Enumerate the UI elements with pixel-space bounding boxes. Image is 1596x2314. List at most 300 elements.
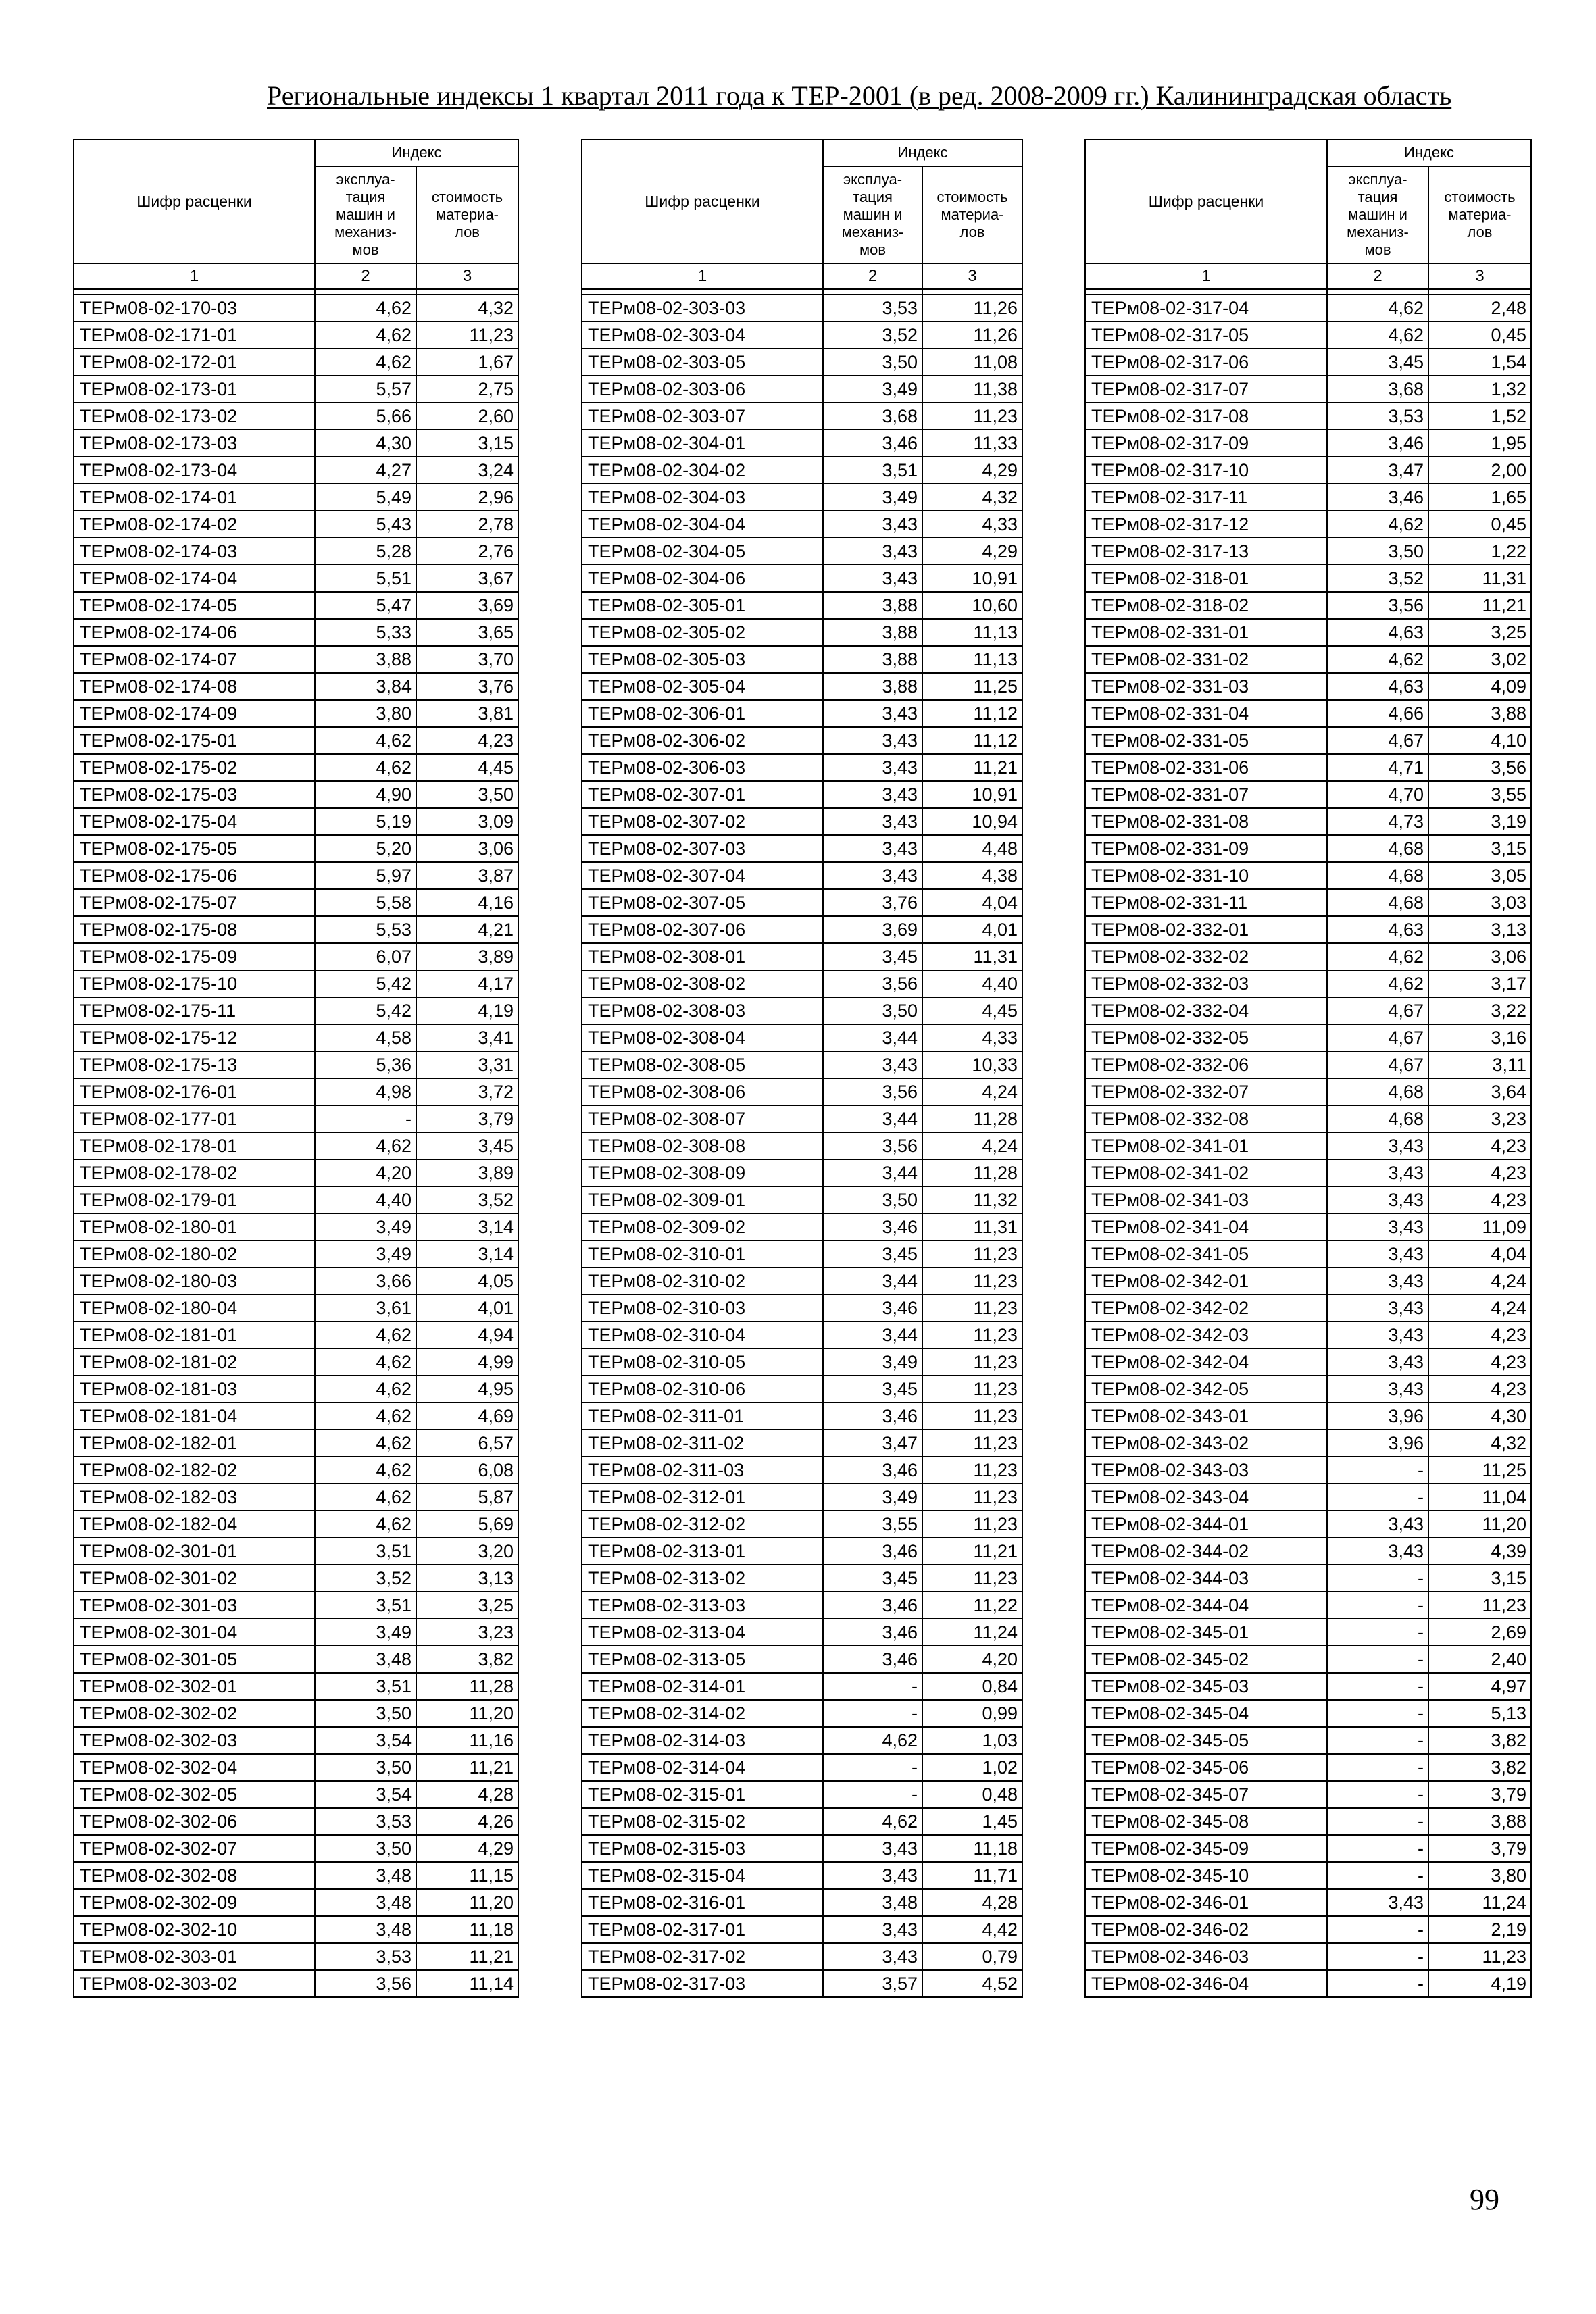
materials-index-cell: 3,15 <box>1428 1565 1531 1592</box>
rate-code-cell: ТЕРм08-02-303-04 <box>582 322 823 349</box>
table-row <box>74 1916 518 1943</box>
machines-index-cell: 3,46 <box>823 1619 922 1646</box>
table-row <box>1085 727 1531 754</box>
rate-code-cell: ТЕРм08-02-180-04 <box>74 1294 315 1322</box>
materials-index-cell: 11,23 <box>922 1322 1022 1349</box>
materials-index-cell: 3,19 <box>1428 808 1531 835</box>
materials-index-cell: 2,96 <box>416 484 518 511</box>
rate-code-cell: ТЕРм08-02-305-01 <box>582 592 823 619</box>
materials-index-cell: 11,13 <box>922 646 1022 673</box>
machines-index-cell: 5,58 <box>315 889 416 916</box>
table-row <box>582 1781 1022 1808</box>
table-row <box>582 916 1022 943</box>
materials-index-cell: 11,12 <box>922 700 1022 727</box>
table-row <box>1085 1673 1531 1700</box>
table-row <box>74 403 518 430</box>
materials-index-cell: 3,69 <box>416 592 518 619</box>
table-row <box>74 862 518 889</box>
materials-index-cell: 3,20 <box>416 1538 518 1565</box>
machines-index-cell: 3,43 <box>823 808 922 835</box>
table-row <box>1085 1511 1531 1538</box>
machines-index-cell: 4,63 <box>1327 673 1428 700</box>
spacer-cell <box>74 289 315 295</box>
rate-code-cell: ТЕРм08-02-180-03 <box>74 1267 315 1294</box>
rate-code-cell: ТЕРм08-02-307-05 <box>582 889 823 916</box>
table-row <box>74 484 518 511</box>
machines-index-cell: 3,50 <box>1327 538 1428 565</box>
table-row <box>74 1646 518 1673</box>
table-row <box>1085 1781 1531 1808</box>
table-row <box>1085 1024 1531 1051</box>
materials-index-cell: 3,64 <box>1428 1078 1531 1105</box>
table-row <box>74 970 518 997</box>
table-row <box>1085 781 1531 808</box>
table-row <box>582 1376 1022 1403</box>
machines-index-cell: 3,50 <box>315 1700 416 1727</box>
rate-code-cell: ТЕРм08-02-304-06 <box>582 565 823 592</box>
rate-code-cell: ТЕРм08-02-331-01 <box>1085 619 1327 646</box>
machines-index-cell: 4,62 <box>315 1484 416 1511</box>
rate-code-cell: ТЕРм08-02-175-06 <box>74 862 315 889</box>
table-row <box>582 511 1022 538</box>
rate-code-cell: ТЕРм08-02-174-03 <box>74 538 315 565</box>
header-index-cell: Индекс <box>315 139 518 166</box>
rate-code-cell: ТЕРм08-02-317-12 <box>1085 511 1327 538</box>
table-row <box>74 1105 518 1132</box>
table-row <box>582 1430 1022 1457</box>
table-row <box>1085 1403 1531 1430</box>
table-row <box>74 1727 518 1754</box>
rate-code-cell: ТЕРм08-02-317-09 <box>1085 430 1327 457</box>
materials-index-cell: 1,65 <box>1428 484 1531 511</box>
materials-index-cell: 1,67 <box>416 349 518 376</box>
rate-code-cell: ТЕРм08-02-182-03 <box>74 1484 315 1511</box>
rate-code-cell: ТЕРм08-02-175-01 <box>74 727 315 754</box>
rate-code-cell: ТЕРм08-02-173-03 <box>74 430 315 457</box>
machines-index-cell: 3,49 <box>315 1240 416 1267</box>
materials-index-cell: 2,48 <box>1428 295 1531 322</box>
rate-code-cell: ТЕРм08-02-317-02 <box>582 1943 823 1970</box>
materials-index-cell: 4,17 <box>416 970 518 997</box>
rate-code-cell: ТЕРм08-02-176-01 <box>74 1078 315 1105</box>
machines-index-cell: - <box>1327 1943 1428 1970</box>
machines-index-cell: 3,66 <box>315 1267 416 1294</box>
rate-code-cell: ТЕРм08-02-308-02 <box>582 970 823 997</box>
rate-code-cell: ТЕРм08-02-308-05 <box>582 1051 823 1078</box>
materials-index-cell: 3,52 <box>416 1186 518 1213</box>
table-row <box>582 808 1022 835</box>
table-row <box>582 1916 1022 1943</box>
machines-index-cell: 4,68 <box>1327 862 1428 889</box>
header-materials-cell: стоимость материа- лов <box>416 166 518 263</box>
table-row <box>582 1727 1022 1754</box>
table-row <box>582 1943 1022 1970</box>
materials-index-cell: 2,69 <box>1428 1619 1531 1646</box>
rate-code-cell: ТЕРм08-02-315-04 <box>582 1862 823 1889</box>
table-row <box>582 538 1022 565</box>
table-row <box>1085 700 1531 727</box>
table-row <box>1085 1484 1531 1511</box>
rate-code-cell: ТЕРм08-02-307-01 <box>582 781 823 808</box>
table-row <box>74 808 518 835</box>
table-row <box>74 1538 518 1565</box>
materials-index-cell: 4,28 <box>922 1889 1022 1916</box>
table-row <box>74 1619 518 1646</box>
table-row <box>74 1700 518 1727</box>
spacer-cell <box>416 289 518 295</box>
table-row <box>1085 538 1531 565</box>
machines-index-cell: 5,28 <box>315 538 416 565</box>
column-number-cell: 3 <box>1428 263 1531 289</box>
machines-index-cell: 3,43 <box>1327 1267 1428 1294</box>
rate-code-cell: ТЕРм08-02-309-02 <box>582 1213 823 1240</box>
materials-index-cell: 3,88 <box>1428 1808 1531 1835</box>
rate-index-table-middle <box>581 139 1023 1998</box>
materials-index-cell: 11,23 <box>922 1376 1022 1403</box>
materials-index-cell: 3,15 <box>1428 835 1531 862</box>
machines-index-cell: 4,62 <box>315 1322 416 1349</box>
header-spacer-row <box>582 289 1022 295</box>
rate-code-cell: ТЕРм08-02-345-05 <box>1085 1727 1327 1754</box>
materials-index-cell: 1,22 <box>1428 538 1531 565</box>
machines-index-cell: - <box>1327 1862 1428 1889</box>
materials-index-cell: 11,24 <box>1428 1889 1531 1916</box>
machines-index-cell: 3,43 <box>823 565 922 592</box>
table-row <box>1085 1078 1531 1105</box>
machines-index-cell: 3,51 <box>823 457 922 484</box>
table-row <box>1085 1430 1531 1457</box>
machines-index-cell: 3,47 <box>823 1430 922 1457</box>
rate-code-cell: ТЕРм08-02-341-05 <box>1085 1240 1327 1267</box>
materials-index-cell: 3,89 <box>416 943 518 970</box>
rate-code-cell: ТЕРм08-02-181-03 <box>74 1376 315 1403</box>
table-row <box>74 511 518 538</box>
materials-index-cell: 1,45 <box>922 1808 1022 1835</box>
machines-index-cell: 3,43 <box>823 511 922 538</box>
rate-code-cell: ТЕРм08-02-331-10 <box>1085 862 1327 889</box>
table-row <box>1085 1457 1531 1484</box>
rate-code-cell: ТЕРм08-02-314-03 <box>582 1727 823 1754</box>
table-row <box>1085 754 1531 781</box>
machines-index-cell: 5,66 <box>315 403 416 430</box>
materials-index-cell: 0,45 <box>1428 511 1531 538</box>
materials-index-cell: 3,79 <box>1428 1781 1531 1808</box>
machines-index-cell: 4,62 <box>1327 943 1428 970</box>
rate-code-cell: ТЕРм08-02-303-07 <box>582 403 823 430</box>
rate-code-cell: ТЕРм08-02-310-03 <box>582 1294 823 1322</box>
table-row <box>1085 1538 1531 1565</box>
materials-index-cell: 11,31 <box>922 943 1022 970</box>
machines-index-cell: 3,46 <box>823 1213 922 1240</box>
rate-code-cell: ТЕРм08-02-175-02 <box>74 754 315 781</box>
rate-code-cell: ТЕРм08-02-302-10 <box>74 1916 315 1943</box>
materials-index-cell: 4,24 <box>922 1132 1022 1159</box>
table-row <box>1085 1619 1531 1646</box>
spacer-cell <box>922 289 1022 295</box>
rate-code-cell: ТЕРм08-02-342-01 <box>1085 1267 1327 1294</box>
rate-code-cell: ТЕРм08-02-303-03 <box>582 295 823 322</box>
machines-index-cell: 4,62 <box>315 1132 416 1159</box>
materials-index-cell: 11,23 <box>922 1511 1022 1538</box>
materials-index-cell: 11,09 <box>1428 1213 1531 1240</box>
column-number-cell: 2 <box>315 263 416 289</box>
table-row <box>74 1159 518 1186</box>
table-row <box>74 916 518 943</box>
table-row <box>74 727 518 754</box>
table-row <box>1085 1213 1531 1240</box>
table-row <box>1085 862 1531 889</box>
table-row <box>1085 889 1531 916</box>
rate-code-cell: ТЕРм08-02-310-01 <box>582 1240 823 1267</box>
materials-index-cell: 10,91 <box>922 781 1022 808</box>
rate-code-cell: ТЕРм08-02-331-11 <box>1085 889 1327 916</box>
rate-code-cell: ТЕРм08-02-302-06 <box>74 1808 315 1835</box>
machines-index-cell: - <box>1327 1916 1428 1943</box>
materials-index-cell: 11,20 <box>416 1889 518 1916</box>
materials-index-cell: 4,39 <box>1428 1538 1531 1565</box>
table-row <box>582 781 1022 808</box>
rate-code-cell: ТЕРм08-02-331-02 <box>1085 646 1327 673</box>
table-row <box>582 997 1022 1024</box>
rate-code-cell: ТЕРм08-02-175-10 <box>74 970 315 997</box>
machines-index-cell: 3,52 <box>823 322 922 349</box>
machines-index-cell: 3,53 <box>315 1808 416 1835</box>
table-row <box>74 349 518 376</box>
materials-index-cell: 10,33 <box>922 1051 1022 1078</box>
machines-index-cell: 3,84 <box>315 673 416 700</box>
rate-code-cell: ТЕРм08-02-309-01 <box>582 1186 823 1213</box>
rate-code-cell: ТЕРм08-02-343-01 <box>1085 1403 1327 1430</box>
machines-index-cell: 3,57 <box>823 1970 922 1997</box>
table-row <box>1085 1322 1531 1349</box>
table-row <box>582 322 1022 349</box>
rate-code-cell: ТЕРм08-02-177-01 <box>74 1105 315 1132</box>
materials-index-cell: 3,13 <box>416 1565 518 1592</box>
materials-index-cell: 3,03 <box>1428 889 1531 916</box>
table-row <box>1085 1727 1531 1754</box>
rate-code-cell: ТЕРм08-02-313-02 <box>582 1565 823 1592</box>
table-row <box>582 754 1022 781</box>
machines-index-cell: 3,45 <box>823 1376 922 1403</box>
table-row <box>1085 1808 1531 1835</box>
materials-index-cell: 3,82 <box>1428 1727 1531 1754</box>
materials-index-cell: 11,38 <box>922 376 1022 403</box>
column-number-cell: 1 <box>582 263 823 289</box>
machines-index-cell: 3,44 <box>823 1159 922 1186</box>
materials-index-cell: 11,28 <box>416 1673 518 1700</box>
table-row <box>1085 430 1531 457</box>
table-row <box>582 1646 1022 1673</box>
rate-code-cell: ТЕРм08-02-331-05 <box>1085 727 1327 754</box>
table-row <box>1085 1186 1531 1213</box>
machines-index-cell: 3,47 <box>1327 457 1428 484</box>
materials-index-cell: 4,05 <box>416 1267 518 1294</box>
machines-index-cell: 4,67 <box>1327 727 1428 754</box>
machines-index-cell: 3,49 <box>823 1349 922 1376</box>
machines-index-cell: 3,48 <box>315 1889 416 1916</box>
materials-index-cell: 3,06 <box>416 835 518 862</box>
table-row <box>1085 916 1531 943</box>
rate-code-cell: ТЕРм08-02-310-06 <box>582 1376 823 1403</box>
machines-index-cell: 4,62 <box>823 1808 922 1835</box>
machines-index-cell: 3,43 <box>823 538 922 565</box>
rate-code-cell: ТЕРм08-02-178-01 <box>74 1132 315 1159</box>
materials-index-cell: 2,78 <box>416 511 518 538</box>
machines-index-cell: 3,49 <box>315 1213 416 1240</box>
machines-index-cell: 5,42 <box>315 997 416 1024</box>
rate-code-cell: ТЕРм08-02-181-04 <box>74 1403 315 1430</box>
machines-index-cell: 3,50 <box>315 1754 416 1781</box>
machines-index-cell: 3,44 <box>823 1267 922 1294</box>
machines-index-cell: 3,43 <box>823 727 922 754</box>
materials-index-cell: 11,20 <box>1428 1511 1531 1538</box>
rate-code-cell: ТЕРм08-02-317-08 <box>1085 403 1327 430</box>
materials-index-cell: 3,14 <box>416 1240 518 1267</box>
column-number-row <box>1085 263 1531 289</box>
materials-index-cell: 4,38 <box>922 862 1022 889</box>
machines-index-cell: 4,20 <box>315 1159 416 1186</box>
machines-index-cell: 3,50 <box>315 1835 416 1862</box>
machines-index-cell: 3,69 <box>823 916 922 943</box>
spacer-cell <box>1085 289 1327 295</box>
machines-index-cell: 5,97 <box>315 862 416 889</box>
materials-index-cell: 4,04 <box>922 889 1022 916</box>
table-row <box>74 1132 518 1159</box>
table-row <box>74 1213 518 1240</box>
machines-index-cell: 4,62 <box>315 295 416 322</box>
materials-index-cell: 11,22 <box>922 1592 1022 1619</box>
rate-code-cell: ТЕРм08-02-304-05 <box>582 538 823 565</box>
machines-index-cell: 3,88 <box>823 619 922 646</box>
rate-code-cell: ТЕРм08-02-341-04 <box>1085 1213 1327 1240</box>
rate-code-cell: ТЕРм08-02-178-02 <box>74 1159 315 1186</box>
table-row <box>74 997 518 1024</box>
materials-index-cell: 1,32 <box>1428 376 1531 403</box>
rate-code-cell: ТЕРм08-02-331-08 <box>1085 808 1327 835</box>
materials-index-cell: 0,84 <box>922 1673 1022 1700</box>
table-row <box>74 619 518 646</box>
table-row <box>74 1024 518 1051</box>
rate-code-cell: ТЕРм08-02-180-02 <box>74 1240 315 1267</box>
rate-code-cell: ТЕРм08-02-181-02 <box>74 1349 315 1376</box>
machines-index-cell: 3,50 <box>823 997 922 1024</box>
machines-index-cell: 4,62 <box>315 1457 416 1484</box>
machines-index-cell: 4,98 <box>315 1078 416 1105</box>
materials-index-cell: 11,21 <box>922 1538 1022 1565</box>
table-row <box>1085 1349 1531 1376</box>
table-row <box>582 484 1022 511</box>
machines-index-cell: 4,62 <box>315 1403 416 1430</box>
rate-code-cell: ТЕРм08-02-174-08 <box>74 673 315 700</box>
machines-index-cell: 3,44 <box>823 1105 922 1132</box>
table-row <box>1085 970 1531 997</box>
rate-code-cell: ТЕРм08-02-304-01 <box>582 430 823 457</box>
machines-index-cell: 3,43 <box>823 1943 922 1970</box>
column-number-row <box>74 263 518 289</box>
materials-index-cell: 0,99 <box>922 1700 1022 1727</box>
page-title: Региональные индексы 1 квартал 2011 года к ТЕР-2001 (в ред. 2008-2009 гг.) Калининградская область <box>267 80 1452 111</box>
rate-code-cell: ТЕРм08-02-307-03 <box>582 835 823 862</box>
rate-code-cell: ТЕРм08-02-307-02 <box>582 808 823 835</box>
rate-code-cell: ТЕРм08-02-174-04 <box>74 565 315 592</box>
machines-index-cell: - <box>1327 1727 1428 1754</box>
rate-code-cell: ТЕРм08-02-182-01 <box>74 1430 315 1457</box>
table-row <box>1085 349 1531 376</box>
materials-index-cell: 4,45 <box>922 997 1022 1024</box>
rate-code-cell: ТЕРм08-02-173-01 <box>74 376 315 403</box>
table-row <box>74 1267 518 1294</box>
machines-index-cell: 3,48 <box>823 1889 922 1916</box>
rate-code-cell: ТЕРм08-02-308-06 <box>582 1078 823 1105</box>
table-row <box>74 700 518 727</box>
machines-index-cell: 3,56 <box>1327 592 1428 619</box>
materials-index-cell: 3,14 <box>416 1213 518 1240</box>
materials-index-cell: 3,56 <box>1428 754 1531 781</box>
rate-code-cell: ТЕРм08-02-317-01 <box>582 1916 823 1943</box>
table-row <box>582 1457 1022 1484</box>
machines-index-cell: 6,07 <box>315 943 416 970</box>
machines-index-cell: 4,62 <box>1327 646 1428 673</box>
table-row <box>74 754 518 781</box>
rate-code-cell: ТЕРм08-02-301-01 <box>74 1538 315 1565</box>
rate-code-cell: ТЕРм08-02-174-05 <box>74 592 315 619</box>
machines-index-cell: 3,46 <box>1327 484 1428 511</box>
table-row <box>74 592 518 619</box>
table-row <box>74 1835 518 1862</box>
table-row <box>1085 565 1531 592</box>
table-row <box>1085 1565 1531 1592</box>
machines-index-cell: 3,56 <box>823 970 922 997</box>
machines-index-cell: - <box>1327 1565 1428 1592</box>
table-row <box>1085 1970 1531 1997</box>
rate-code-cell: ТЕРм08-02-331-06 <box>1085 754 1327 781</box>
table-row <box>74 1484 518 1511</box>
materials-index-cell: 4,23 <box>1428 1159 1531 1186</box>
materials-index-cell: 3,02 <box>1428 646 1531 673</box>
rate-code-cell: ТЕРм08-02-343-02 <box>1085 1430 1327 1457</box>
materials-index-cell: 11,23 <box>922 1430 1022 1457</box>
machines-index-cell: 5,19 <box>315 808 416 835</box>
rate-code-cell: ТЕРм08-02-345-03 <box>1085 1673 1327 1700</box>
materials-index-cell: 11,25 <box>1428 1457 1531 1484</box>
machines-index-cell: 3,45 <box>823 943 922 970</box>
rate-code-cell: ТЕРм08-02-345-08 <box>1085 1808 1327 1835</box>
materials-index-cell: 3,79 <box>416 1105 518 1132</box>
machines-index-cell: 3,44 <box>823 1024 922 1051</box>
table-row <box>1085 997 1531 1024</box>
table-row <box>74 1781 518 1808</box>
rate-code-cell: ТЕРм08-02-318-02 <box>1085 592 1327 619</box>
rate-code-cell: ТЕРм08-02-174-07 <box>74 646 315 673</box>
column-number-cell: 3 <box>416 263 518 289</box>
rate-code-cell: ТЕРм08-02-332-08 <box>1085 1105 1327 1132</box>
table-row <box>1085 1294 1531 1322</box>
table-row <box>1085 943 1531 970</box>
table-row <box>1085 1592 1531 1619</box>
rate-code-cell: ТЕРм08-02-170-03 <box>74 295 315 322</box>
machines-index-cell: - <box>1327 1673 1428 1700</box>
rate-code-cell: ТЕРм08-02-331-04 <box>1085 700 1327 727</box>
machines-index-cell: 3,96 <box>1327 1403 1428 1430</box>
machines-index-cell: 3,61 <box>315 1294 416 1322</box>
table-row <box>74 430 518 457</box>
materials-index-cell: 0,45 <box>1428 322 1531 349</box>
machines-index-cell: - <box>1327 1781 1428 1808</box>
table-row <box>582 565 1022 592</box>
table-row <box>74 1240 518 1267</box>
materials-index-cell: 3,05 <box>1428 862 1531 889</box>
table-row <box>1085 1700 1531 1727</box>
